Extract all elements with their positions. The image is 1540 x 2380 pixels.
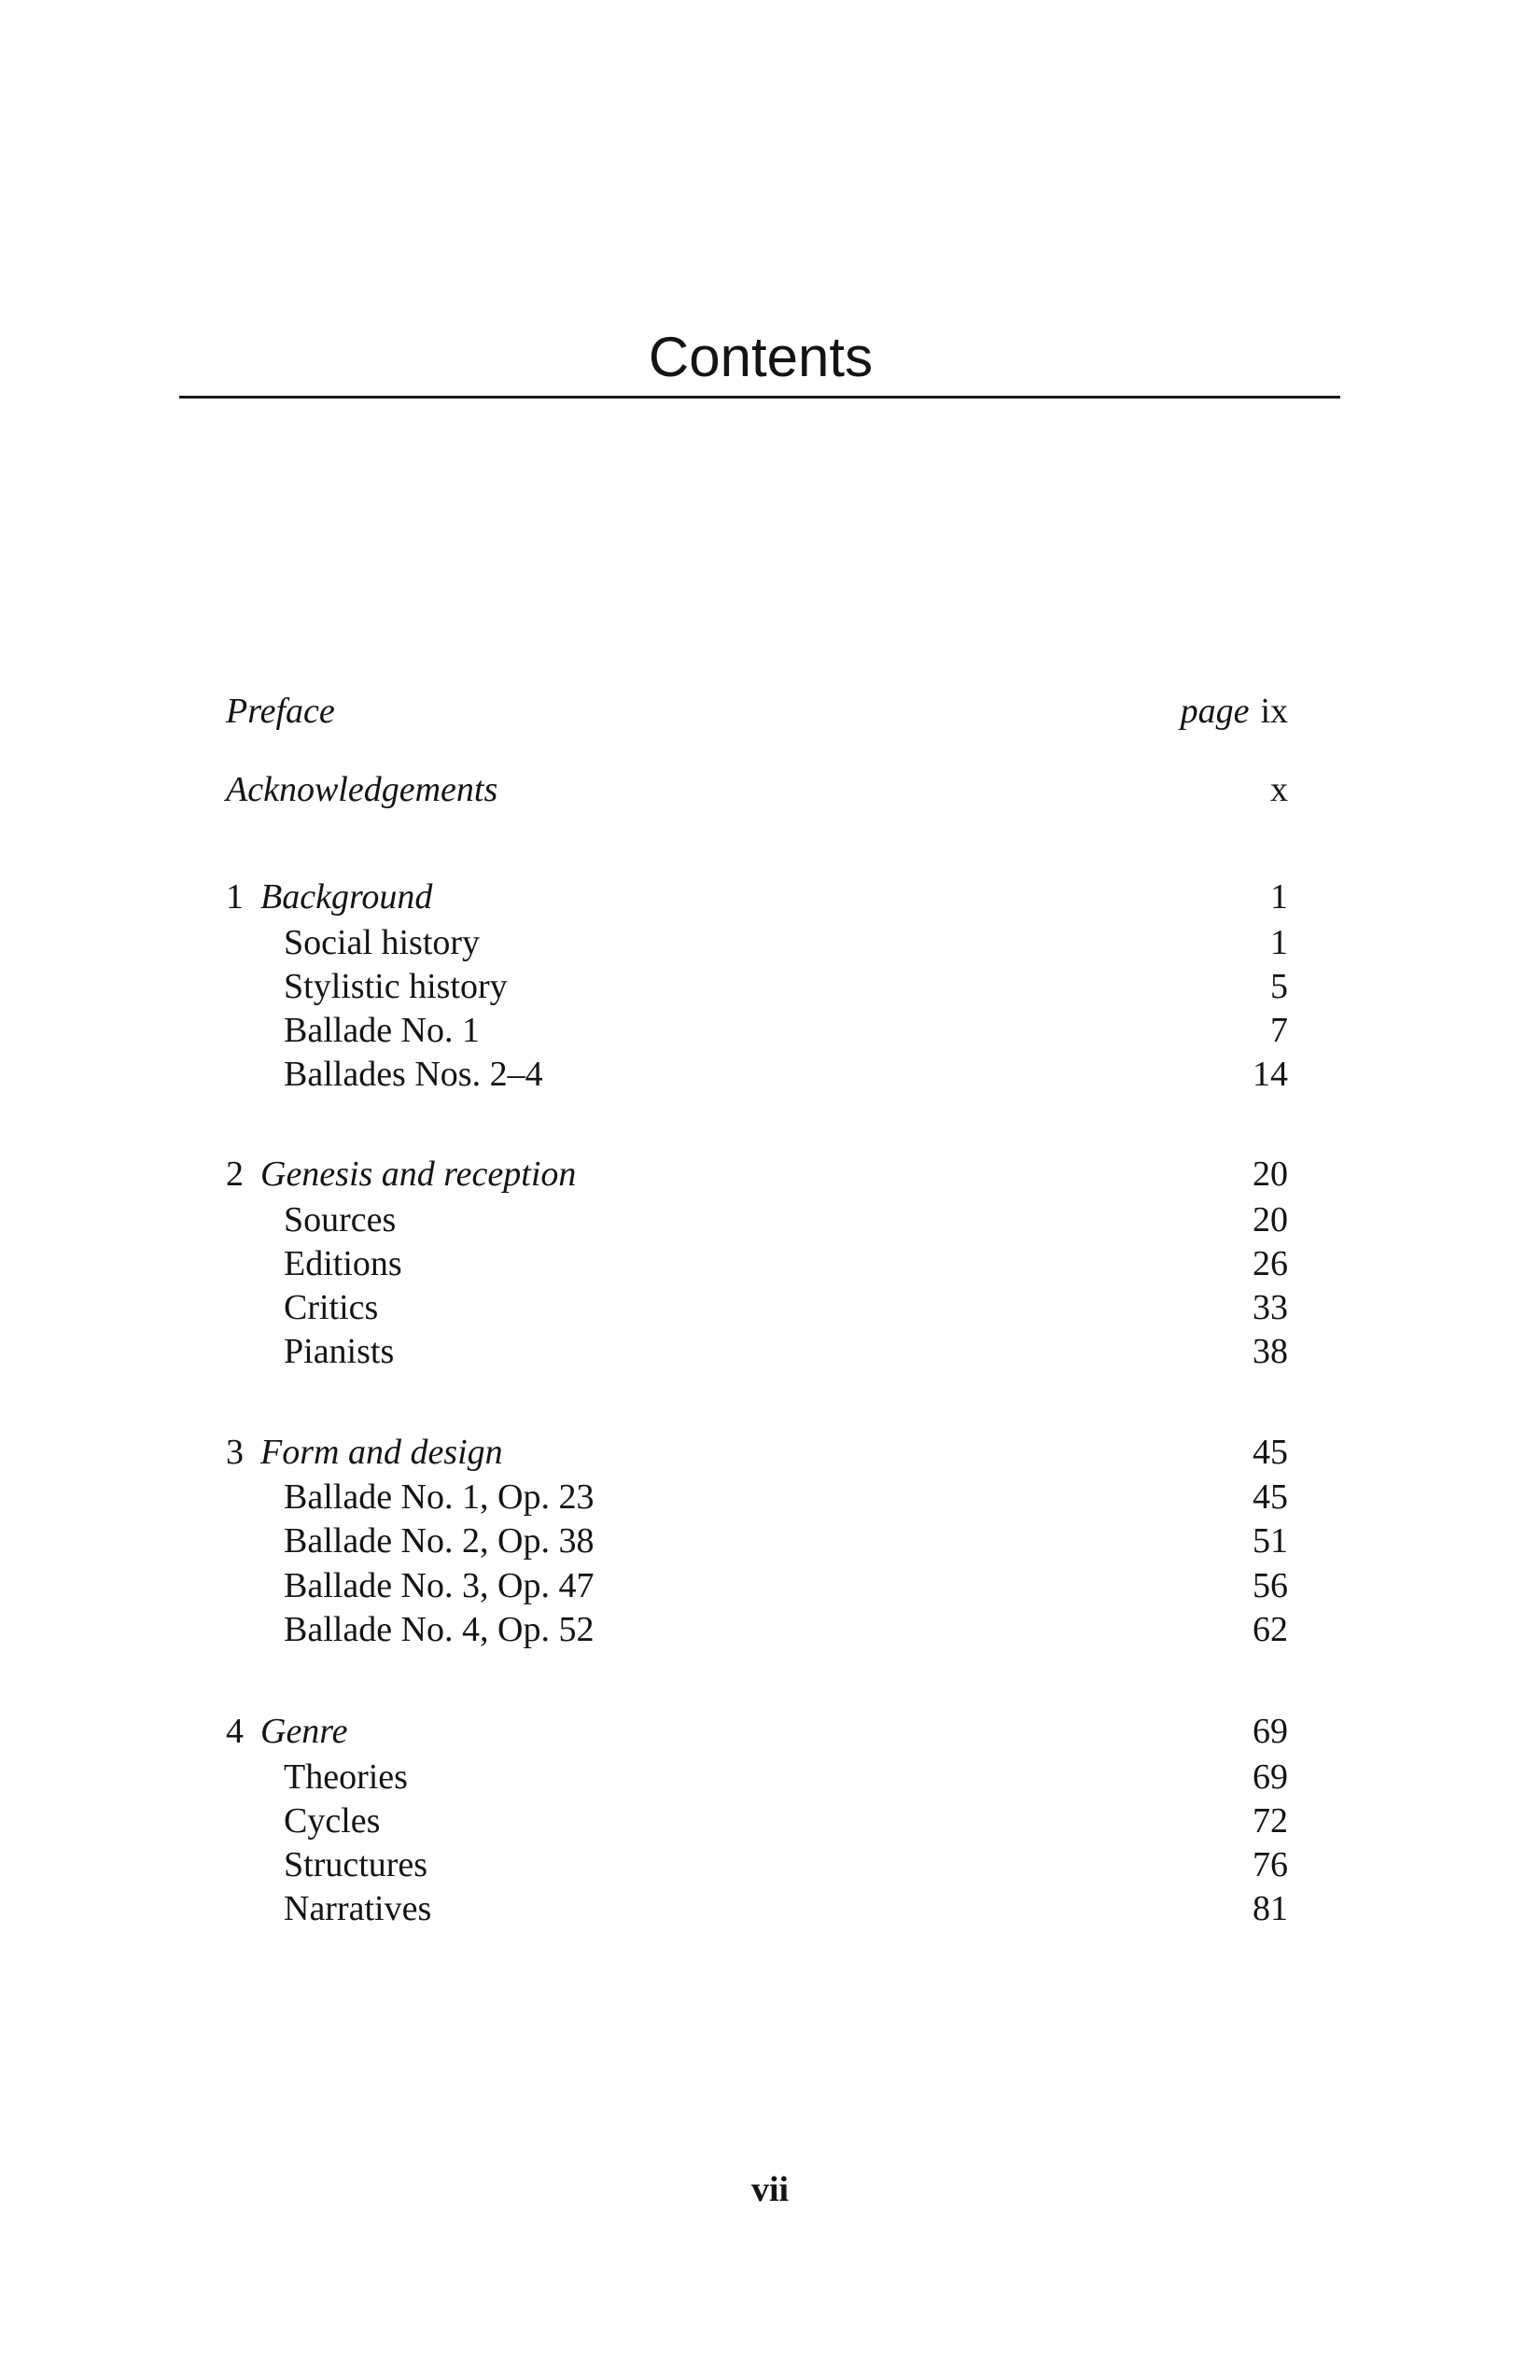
entry-page: x xyxy=(1270,770,1288,809)
entry-page: 7 xyxy=(1270,1011,1288,1050)
entry-page: 38 xyxy=(1253,1332,1288,1371)
toc-chapter-2[interactable] xyxy=(226,1152,1288,1197)
section-label: Ballade No. 4, Op. 52 xyxy=(284,1610,595,1649)
section-label: Narratives xyxy=(284,1889,432,1928)
chapter-heading xyxy=(226,1152,576,1197)
entry-page: 1 xyxy=(1270,923,1288,962)
toc-section[interactable] xyxy=(226,1563,1288,1608)
toc-section[interactable] xyxy=(226,1052,1288,1097)
entry-page: 14 xyxy=(1253,1055,1288,1094)
section-label: Sources xyxy=(284,1200,397,1239)
entry-page: 5 xyxy=(1270,967,1288,1006)
section-label: Ballade No. 1, Op. 23 xyxy=(284,1477,595,1517)
toc-section[interactable] xyxy=(226,1475,1288,1519)
toc-section[interactable] xyxy=(226,1799,1288,1843)
page-prefix: page xyxy=(1180,692,1250,731)
chapter-number: 2 xyxy=(226,1155,244,1194)
toc-section[interactable] xyxy=(226,1886,1288,1931)
toc-section[interactable] xyxy=(226,964,1288,1009)
toc-section[interactable] xyxy=(226,1755,1288,1799)
chapter-title: Genre xyxy=(260,1712,348,1751)
toc-section[interactable] xyxy=(226,1197,1288,1242)
entry-label: Preface xyxy=(226,692,335,731)
chapter-title: Background xyxy=(260,877,433,917)
entry-page: 45 xyxy=(1253,1433,1288,1472)
entry-page: 20 xyxy=(1253,1155,1288,1194)
entry-page: 51 xyxy=(1253,1521,1288,1561)
entry-page: 72 xyxy=(1253,1801,1288,1841)
chapter-title: Genesis and reception xyxy=(260,1155,577,1194)
entry-page: 76 xyxy=(1253,1845,1288,1884)
entry-page: 33 xyxy=(1253,1288,1288,1327)
chapter-heading xyxy=(226,1430,503,1475)
toc-chapter-4[interactable] xyxy=(226,1709,1288,1754)
section-label: Pianists xyxy=(284,1332,395,1371)
chapter-number: 3 xyxy=(226,1433,244,1472)
section-label: Ballade No. 2, Op. 38 xyxy=(284,1521,595,1561)
page-folio: vii xyxy=(750,2170,790,2209)
section-label: Structures xyxy=(284,1845,428,1884)
entry-page: 45 xyxy=(1253,1477,1288,1517)
toc-section[interactable] xyxy=(226,1008,1288,1053)
entry-page: 69 xyxy=(1253,1712,1288,1751)
chapter-heading xyxy=(226,1709,348,1754)
section-label: Cycles xyxy=(284,1801,381,1841)
entry-page xyxy=(1181,689,1288,734)
title-rule xyxy=(179,396,1340,399)
toc-section[interactable] xyxy=(226,1519,1288,1563)
section-label: Ballades Nos. 2–4 xyxy=(284,1055,543,1094)
section-label: Critics xyxy=(284,1288,379,1327)
toc-section[interactable] xyxy=(226,1285,1288,1330)
entry-page: 26 xyxy=(1253,1244,1288,1283)
toc-section[interactable] xyxy=(226,920,1288,965)
toc-section[interactable] xyxy=(226,1607,1288,1652)
page-title: Contents xyxy=(648,326,874,389)
toc-chapter-1[interactable] xyxy=(226,875,1288,919)
toc-section[interactable] xyxy=(226,1241,1288,1286)
chapter-number: 4 xyxy=(226,1712,244,1751)
page-number: ix xyxy=(1260,692,1288,731)
section-label: Editions xyxy=(284,1244,402,1283)
toc-section[interactable] xyxy=(226,1842,1288,1887)
toc-entry-preface[interactable] xyxy=(226,689,1288,734)
section-label: Stylistic history xyxy=(284,967,508,1006)
toc-chapter-3[interactable] xyxy=(226,1430,1288,1475)
section-label: Theories xyxy=(284,1757,408,1797)
entry-page: 1 xyxy=(1270,877,1288,917)
toc-entry-acknowledgements[interactable] xyxy=(226,767,1288,812)
toc-section[interactable] xyxy=(226,1329,1288,1374)
section-label: Ballade No. 1 xyxy=(284,1011,481,1050)
section-label: Ballade No. 3, Op. 47 xyxy=(284,1566,595,1605)
chapter-title: Form and design xyxy=(260,1433,503,1472)
section-label: Social history xyxy=(284,923,481,962)
entry-page: 56 xyxy=(1253,1566,1288,1605)
entry-label: Acknowledgements xyxy=(226,770,498,809)
entry-page: 20 xyxy=(1253,1200,1288,1239)
entry-page: 62 xyxy=(1253,1610,1288,1649)
entry-page: 81 xyxy=(1253,1889,1288,1928)
chapter-number: 1 xyxy=(226,877,244,917)
chapter-heading xyxy=(226,875,432,919)
entry-page: 69 xyxy=(1253,1757,1288,1797)
